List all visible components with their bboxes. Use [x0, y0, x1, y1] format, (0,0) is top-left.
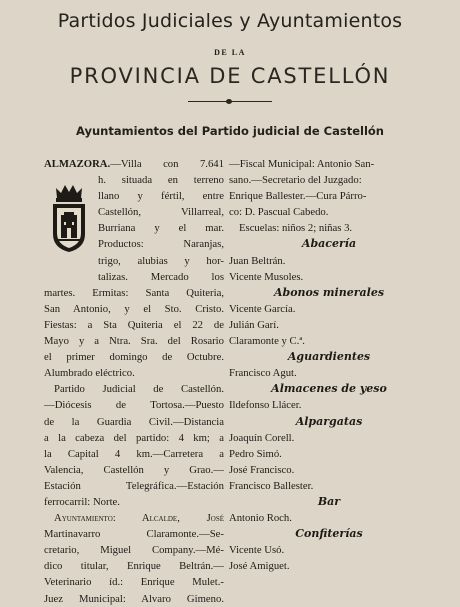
text-line: Estación Telegráfica.—Estación — [44, 479, 224, 492]
trade-heading: Bar — [317, 494, 341, 508]
text-line: Mayo y a Ntra. Sra. del Rosario — [44, 335, 224, 348]
text-line: Productos: Naranjas, — [98, 238, 224, 251]
trade-name: Francisco Agut. — [229, 367, 297, 380]
trade-name: José Francisco. — [229, 463, 295, 476]
text-line: talizas. Mercado los — [98, 270, 224, 283]
text-line: cretario, Miguel Company.—Mé- — [44, 544, 224, 557]
text-line: co: D. Pascual Cabedo. — [229, 206, 329, 219]
text-line: Valencia, Castellón y Grao.— — [44, 463, 224, 476]
trade-name: Julián Garí. — [229, 318, 279, 331]
text-line: llano y fértil, entre — [98, 190, 224, 203]
trade-name: José Amiguet. — [229, 560, 290, 573]
text-line: Veterinario íd.: Enrique Mulet.- — [44, 576, 224, 589]
text-line: Martinavarro Claramonte.—Se- — [44, 528, 224, 541]
text-line: Ayuntamiento: Alcalde, José — [54, 512, 224, 525]
text-line: San Antonio, y el Sto. Cristo. — [44, 302, 224, 315]
trade-name: Claramonte y C.ª. — [229, 335, 305, 348]
text-line: ALMAZORA.—Villa con 7.641 — [44, 158, 224, 170]
trade-name: Francisco Ballester. — [229, 479, 314, 492]
text-line: Enrique Ballester.—Cura Párro- — [229, 190, 367, 203]
right-column — [229, 156, 429, 574]
trade-heading: Alpargatas — [295, 414, 363, 428]
text-line: dico titular, Enrique Beltrán.— — [44, 560, 224, 573]
text-line: el primer domingo de Octubre. — [44, 351, 224, 364]
trade-heading: Confiterías — [295, 527, 363, 541]
text-line: Fiestas: a Sta Quiteria el 22 de — [44, 318, 224, 331]
town-name: ALMAZORA. — [44, 158, 111, 170]
trade-name: Joaquín Corell. — [229, 431, 295, 444]
text-line: trigo, alubias y hor- — [98, 254, 224, 267]
trade-heading: Aguardientes — [287, 350, 371, 364]
text-line: la Capital 4 km.—Carretera a — [44, 447, 224, 460]
province-title: PROVINCIA DE CASTELLÓN — [69, 64, 391, 88]
text-line: Escuelas: niños 2; niñas 3. — [239, 222, 353, 235]
text-line: Burriana y el mar. — [98, 222, 224, 235]
trade-name: Juan Beltrán. — [229, 254, 286, 267]
trade-name: Antonio Roch. — [229, 512, 292, 525]
page-title: Partidos Judiciales y Ayuntamientos — [57, 10, 403, 32]
text-line: sano.—Secretario del Juzgado: — [229, 174, 362, 187]
trade-name: Vicente Usó. — [229, 544, 285, 557]
trade-heading: Almacenes de yeso — [271, 382, 387, 396]
text-line: Juez Municipal: Alvaro Gimeno. — [44, 592, 224, 605]
text-line: Alumbrado eléctrico. — [44, 367, 135, 380]
text-line: ferrocarril: Norte. — [44, 495, 120, 508]
trade-name: Pedro Simó. — [229, 447, 282, 460]
text-line: martes. Ermitas: Santa Quiteria, — [44, 286, 224, 299]
trade-name: Ildefonso Llácer. — [229, 399, 302, 412]
text-line: Partido Judicial de Castellón. — [54, 383, 224, 396]
trade-heading: Abacería — [301, 237, 357, 251]
trade-name: Vicente García. — [229, 302, 296, 315]
text-line: —Diócesis de Tortosa.—Puesto — [44, 399, 224, 412]
left-column — [44, 156, 224, 607]
text-line: h. situada en terreno — [98, 174, 224, 187]
subtitle-connector: DE LA — [214, 48, 246, 57]
ornamental-rule — [188, 101, 272, 102]
rule-ornament-icon — [226, 99, 232, 104]
text-line: Castellón, Villarreal, — [98, 206, 224, 219]
trade-heading: Abonos minerales — [273, 285, 385, 299]
text-line: a la cabeza del partido: 4 km; a — [44, 431, 224, 444]
trade-name: Vicente Musoles. — [229, 270, 304, 283]
text-line: de la Guardia Civil.—Distancia — [44, 415, 224, 428]
text-line: —Fiscal Municipal: Antonio San- — [229, 158, 375, 170]
section-title: Ayuntamientos del Partido judicial de Castellón — [76, 124, 384, 138]
